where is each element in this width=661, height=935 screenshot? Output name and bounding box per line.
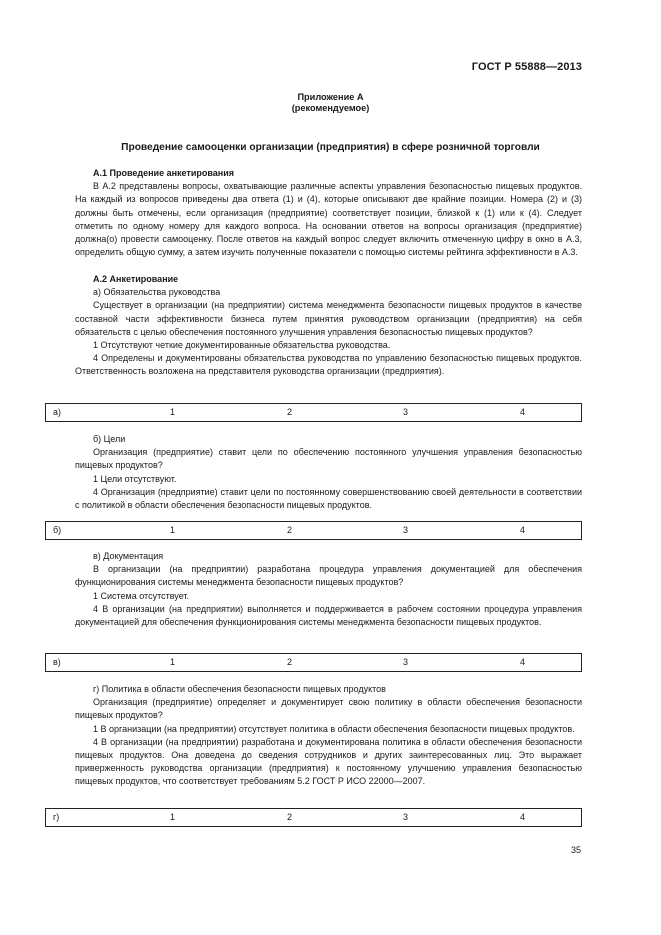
answer-1: 1 В организации (на предприятии) отсутствует политика в области обеспечения безопасности пищевых продуктов. [93,723,575,734]
main-title: Проведение самооценки организации (предприятия) в сфере розничной торговли [121,142,540,153]
answer-1: 1 Отсутствуют четкие документированные обязательства руководства. [93,340,391,351]
scale-value-2[interactable]: 2 [287,525,293,535]
scale-label: г) [53,812,60,822]
subsection-title: в) Документация [93,551,164,561]
subsection-title: б) Цели [93,434,126,444]
scale-value-4[interactable]: 4 [520,657,526,667]
section-heading: А.1 Проведение анкетирования [93,168,234,178]
appendix-title: Приложение А [297,92,364,102]
scale-value-1[interactable]: 1 [170,657,176,667]
scale-value-2[interactable]: 2 [287,657,293,667]
scale-value-4[interactable]: 4 [520,812,526,822]
rating-scale-a [45,403,582,422]
answer-1: 1 Система отсутствует. [93,590,190,601]
section-b [75,433,582,512]
answer-1: 1 Цели отсутствуют. [93,473,177,484]
rating-scale-d [45,808,582,827]
scale-value-3[interactable]: 3 [403,812,409,822]
standard-code: ГОСТ Р 55888—2013 [471,61,582,73]
scale-value-1[interactable]: 1 [170,407,176,417]
scale-value-3[interactable]: 3 [403,407,409,417]
section-d [75,683,582,789]
scale-value-3[interactable]: 3 [403,525,409,535]
scale-value-4[interactable]: 4 [520,407,526,417]
section-heading: А.2 Анкетирование [93,274,179,284]
section-a2 [75,273,582,379]
scale-value-2[interactable]: 2 [287,812,293,822]
rating-scale-b [45,521,582,540]
answer-4: 4 В организации (на предприятии) разработана и документирована политика в области обеспечения безопасности пищевых продуктов. Она доведена до сведения сотрудников и других заинтересованных лиц. Это выражает приверженность руководства организации (предприятия) к постоянному улучшению управления безопасностью пищевых продуктов, что соответствует требованиям 5.2 ГОСТ Р ИСО 22000—2007. [75,736,582,787]
subsection-title: а) Обязательства руководства [93,287,221,298]
scale-value-1[interactable]: 1 [170,812,176,822]
page-number: 35 [570,845,581,855]
appendix-subtitle: (рекомендуемое) [291,103,370,113]
paragraph: В А.2 представлены вопросы, охватывающие различные аспекты управления безопасностью пищевых продуктов. На каждый из вопросов приведены два ответа (1) и (4), которые описывают две крайние позиции. Номера (2) и (3) должны быть отмечены, если организация (предприятие) соответствует позиции, близкой к (1) или к (4). Следует отметить по одному номеру для каждого вопроса. На основании ответов на вопросы организация (предприятие) должна(о) провести самооценку. После ответов на каждый вопрос следует включить отмеченную цифру в окно в А.3, определить общую сумму, а затем изучить полученные показатели с помощью системы рейтинга эффективности в А.3. [75,181,582,258]
scale-label: б) [53,525,62,535]
subsection-title: г) Политика в области обеспечения безопасности пищевых продуктов [93,684,386,694]
section-a1 [75,167,582,259]
question-text: Существует в организации (на предприятии) система менеджмента безопасности пищевых продуктов в качестве составной части эффективности бизнеса путем принятия руководством организации (предприятия) на себя обязательств с целью обеспечения постоянного улучшения управления безопасностью пищевых продуктов? [75,300,582,337]
question-text: В организации (на предприятии) разработана процедура управления документацией для обеспечения функционирования системы менеджмента безопасности пищевых продуктов? [75,564,582,588]
answer-4: 4 Определены и документированы обязательства руководства по управлению безопасностью пищевых продуктов. Ответственность возложена на представителя руководства организации (предприятия). [75,353,582,377]
scale-value-1[interactable]: 1 [170,525,176,535]
answer-4: 4 В организации (на предприятии) выполняется и поддерживается в рабочем состоянии процедура управления документацией для обеспечения функционирования системы менеджмента безопасности пищевых продуктов. [75,603,582,628]
scale-label: а) [53,407,62,417]
question-text: Организация (предприятие) ставит цели по обеспечению постоянного улучшения управления безопасностью пищевых продуктов? [75,447,582,471]
rating-scale-c [45,653,582,672]
scale-label: в) [53,657,61,667]
section-c [75,550,582,629]
scale-value-4[interactable]: 4 [520,525,526,535]
answer-4: 4 Организация (предприятие) ставит цели по постоянному совершенствованию своей деятельности в соответствии с политикой в области обеспечения безопасности пищевых продуктов. [75,486,582,511]
question-text: Организация (предприятие) определяет и документирует свою политику в области обеспечения безопасности пищевых продуктов? [75,697,582,721]
scale-value-3[interactable]: 3 [403,657,409,667]
scale-value-2[interactable]: 2 [287,407,293,417]
